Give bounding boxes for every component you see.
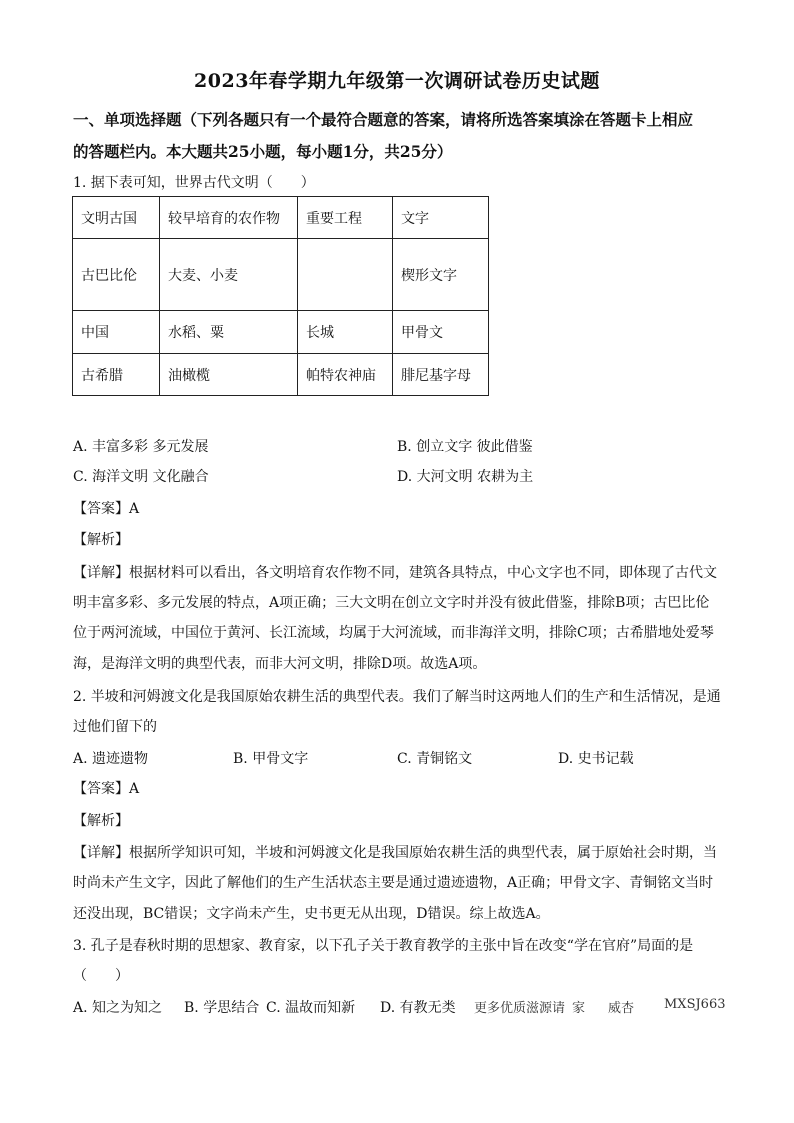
table-header-cell: 文字 xyxy=(393,197,489,239)
q1-analysis-label: 【解析】 xyxy=(73,532,129,548)
q2-option-a: A. 遗迹遗物 xyxy=(73,751,149,767)
watermark-text: MXSJ663 xyxy=(664,997,726,1012)
table-cell: 帕特农神庙 xyxy=(298,354,393,396)
table-header-cell: 较早培育的农作物 xyxy=(160,197,298,239)
q2-detail-line: 还没出现，BC错误；文字尚未产生，史书更无从出现，D错误。综上故选A。 xyxy=(73,906,550,922)
q3-option-a: A. 知之为知之 xyxy=(73,1000,163,1016)
q2-stem-line: 2. 半坡和河姆渡文化是我国原始农耕生活的典型代表。我们了解当时这两地人们的生产和生活情况，是通 xyxy=(73,689,721,705)
table-cell: 古希腊 xyxy=(73,354,160,396)
table-row xyxy=(73,311,489,354)
table-cell: 油橄榄 xyxy=(160,354,298,396)
q2-detail-line: 时尚未产生文字，因此了解他们的生产生活状态主要是通过遗迹遗物，A正确；甲骨文字、青铜铭文当时 xyxy=(73,875,714,891)
table-cell: 大麦、小麦 xyxy=(160,239,298,311)
section-heading-line-2: 的答题栏内。本大题共25小题，每小题1分，共25分） xyxy=(73,142,453,161)
q2-detail-line: 【详解】根据所学知识可知，半坡和河姆渡文化是我国原始农耕生活的典型代表，属于原始社会时期，当 xyxy=(73,845,717,861)
q1-option-c: C. 海洋文明 文化融合 xyxy=(73,469,209,485)
q1-stem: 1. 据下表可知，世界古代文明（ ） xyxy=(73,175,315,191)
page-title: 2023年春学期九年级第一次调研试卷历史试题 xyxy=(194,70,600,92)
q3-stem-line: （ ） xyxy=(73,968,129,984)
q1-detail-line: 位于两河流域，中国位于黄河、长江流域，均属于大河流域，而非海洋文明，排除C项；古希腊地处爱琴 xyxy=(73,625,714,641)
table-cell: 中国 xyxy=(73,311,160,354)
q1-detail-line: 明丰富多彩、多元发展的特点，A项正确；三大文明在创立文字时并没有彼此借鉴，排除B项；古巴比伦 xyxy=(73,595,710,611)
table-header-cell: 重要工程 xyxy=(298,197,393,239)
q3-option-c: C. 温故而知新 xyxy=(266,1000,356,1016)
q2-option-c: C. 青铜铭文 xyxy=(397,751,473,767)
table-cell: 古巴比伦 xyxy=(73,239,160,311)
q2-option-b: B. 甲骨文字 xyxy=(233,751,309,767)
civilization-table xyxy=(72,196,489,396)
q3-stem-line: 3. 孔子是春秋时期的思想家、教育家，以下孔子关于教育教学的主张中旨在改变“学在官府”局面的是 xyxy=(73,938,694,954)
q2-analysis-label: 【解析】 xyxy=(73,813,129,829)
q1-option-a: A. 丰富多彩 多元发展 xyxy=(73,439,209,455)
watermark-text: 威杏 xyxy=(608,1001,635,1016)
table-row xyxy=(73,239,489,311)
section-heading-line-1: 一、单项选择题（下列各题只有一个最符合题意的答案，请将所选答案填涂在答题卡上相应 xyxy=(73,110,694,129)
table-cell: 楔形文字 xyxy=(393,239,489,311)
q1-answer: 【答案】A xyxy=(73,501,140,517)
table-cell xyxy=(298,239,393,311)
q2-answer: 【答案】A xyxy=(73,781,140,797)
table-row xyxy=(73,354,489,396)
watermark-text: 更多优质滋源请 xyxy=(474,1001,566,1016)
table-header-cell: 文明古国 xyxy=(73,197,160,239)
watermark-text: 家 xyxy=(572,1001,586,1016)
table-cell: 腓尼基字母 xyxy=(393,354,489,396)
table-cell: 甲骨文 xyxy=(393,311,489,354)
q3-option-d: D. 有教无类 xyxy=(380,1000,456,1016)
table-header-row xyxy=(73,197,489,239)
table-cell: 长城 xyxy=(298,311,393,354)
q3-option-b: B. 学思结合 xyxy=(184,1000,260,1016)
q1-option-b: B. 创立文字 彼此借鉴 xyxy=(397,439,533,455)
q1-option-d: D. 大河文明 农耕为主 xyxy=(397,469,534,485)
table-cell: 水稻、粟 xyxy=(160,311,298,354)
q1-detail-line: 【详解】根据材料可以看出，各文明培育农作物不同，建筑各具特点，中心文字也不同，即体现了古代文 xyxy=(73,565,717,581)
q2-option-d: D. 史书记载 xyxy=(558,751,634,767)
q2-stem-line: 过他们留下的 xyxy=(73,719,157,735)
q1-detail-line: 海，是海洋文明的典型代表，而非大河文明，排除D项。故选A项。 xyxy=(73,656,487,672)
